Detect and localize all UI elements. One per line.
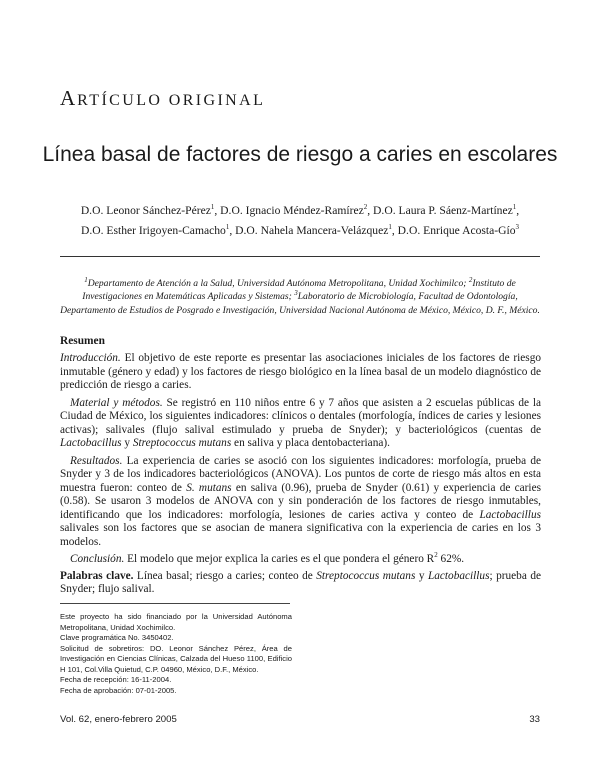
abstract-results-text: en saliva (0.96), prueba de Snyder (0.61) y experiencia de caries (0.58). Se usaron 3 modelos de ANOVA con y sin ponderación de los factores de riesgo inmutables, identificando que los indicadores: morfología, lesiones de caries activa y conteo de — [60, 481, 541, 521]
author-affiliation-mark: 1 — [210, 203, 215, 212]
affiliation-mark: 2 — [468, 275, 473, 284]
taxon-lactobacillus: Lactobacillus — [60, 437, 122, 449]
abstract-methods-text: y — [121, 437, 133, 449]
abstract-conclusion-end: 62%. — [437, 553, 465, 565]
keywords-text: Línea basal; riesgo a caries; conteo de — [133, 569, 317, 582]
footnote-received: Fecha de recepción: 16-11-2004. — [60, 675, 172, 684]
abstract-body — [60, 352, 541, 597]
footnote-divider — [60, 603, 290, 604]
abstract-conclusion-text: El modelo que mejor explica la caries es el que pondera el género R — [124, 553, 435, 565]
keywords-text: y — [415, 569, 428, 582]
author-separator: , — [214, 204, 221, 217]
abstract-methods-text: Se registró en 110 niños entre 6 y 7 años que asisten a 2 escuelas públicas de la Ciudad de México, los siguientes indicadores: clínicos o dentales (morfología, índices de caries y lesiones activas); salivales (flujo salival estimulado y prueba de Snyder); y bacteriológicos (cuentas de — [60, 396, 541, 436]
footnote-reprints: Solicitud de sobretiros: DO. Leonor Sánchez Pérez, Área de Investigación en Ciencias Clínicas, Calzada del Hueso 1100, Edificio H 101, Col.Villa Quietud, C.P. 04960, México, D.F., México. — [60, 643, 292, 674]
abstract-conclusion — [60, 553, 541, 567]
keywords-text: ; prueba de Snyder; flujo salival. — [60, 569, 541, 595]
abstract-intro-label: Introducción. — [60, 352, 121, 364]
abstract-methods — [60, 397, 541, 451]
page-number: 33 — [529, 714, 540, 725]
taxon-s-mutans: S. mutans — [186, 481, 232, 494]
footnote-accepted: Fecha de aprobación: 07-01-2005. — [60, 685, 177, 695]
abstract-heading: Resumen — [60, 335, 105, 347]
abstract-results-text: salivales son los factores que se asocian de manera significativa con la experiencia de caries en los 3 modelos. — [60, 522, 541, 548]
abstract-methods-text: en saliva y placa dentobacteriana). — [231, 437, 390, 449]
abstract-results-label: Resultados. — [70, 454, 123, 467]
author-line-1 — [40, 201, 560, 221]
author-name: D.O. Nahela Mancera-Velázquez — [235, 224, 389, 237]
keywords — [60, 570, 541, 597]
section-label — [60, 86, 265, 111]
author-name: D.O. Leonor Sánchez-Pérez — [80, 204, 211, 217]
author-separator: , — [516, 204, 520, 217]
section-label-initial: A — [60, 86, 78, 110]
affiliation-2: Instituto de Investigaciones en Matemáticas Aplicadas y Sistemas; — [82, 278, 516, 303]
author-name: D.O. Esther Irigoyen-Camacho — [80, 224, 226, 237]
author-list — [40, 201, 560, 241]
keywords-label: Palabras clave. — [60, 569, 134, 582]
author-affiliation-mark: 2 — [363, 203, 368, 212]
footnote-clave: Clave programática No. 3450402. — [60, 633, 174, 642]
section-label-rest: RTÍCULO ORIGINAL — [77, 92, 266, 109]
affiliations — [60, 277, 540, 317]
author-name: D.O. Enrique Acosta-Gío — [397, 224, 516, 237]
author-name: D.O. Ignacio Méndez-Ramírez — [220, 204, 364, 217]
abstract-introduction — [60, 352, 541, 393]
author-line-2 — [40, 221, 560, 241]
article-title: Línea basal de factores de riesgo a caries en escolares — [42, 143, 558, 166]
author-affiliation-mark: 1 — [388, 223, 392, 232]
abstract-results — [60, 455, 541, 550]
affiliation-3: Laboratorio de Microbiología, Facultad de Odontología, Departamento de Estudios de Posgrado e Investigación, Universidad Nacional Autónoma de México, México, D. F., México. — [60, 291, 540, 316]
author-affiliation-mark: 1 — [512, 203, 517, 212]
affiliation-1: Departamento de Atención a la Salud, Universidad Autónoma Metropolitana, Unidad Xochimilco; — [87, 278, 469, 289]
author-separator: , — [229, 224, 236, 237]
abstract-methods-label: Material y métodos. — [70, 396, 163, 409]
affiliation-mark: 3 — [294, 289, 298, 298]
author-affiliation-mark: 1 — [225, 223, 230, 232]
footnote — [60, 612, 292, 696]
abstract-intro-text: El objetivo de este reporte es presentar las asociaciones iniciales de los factores de riesgo inmutable (género y edad) y los factores de riesgo biológico en la línea basal de un modelo diagnóstico de predicción de riesgo a caries. — [60, 352, 541, 391]
r-squared-mark: 2 — [434, 551, 438, 560]
taxon-streptococcus: Streptococcus mutans — [132, 437, 232, 449]
abstract-results-text: La experiencia de caries se asoció con los siguientes indicadores: morfología, prueba de Snyder y 3 de los indicadores bacteriológicos (ANOVA). Los puntos de corte de riesgo más altos en esta muestra fueron: conteo de — [60, 454, 541, 494]
author-name: D.O. Laura P. Sáenz-Martínez — [373, 204, 513, 217]
affiliation-mark: 1 — [84, 275, 88, 284]
footnote-funding: Este proyecto ha sido financiado por la Universidad Autónoma Metropolitana, Unidad Xochimilco. — [60, 612, 292, 632]
author-affiliation-mark: 3 — [515, 223, 520, 232]
author-separator: , — [391, 224, 398, 237]
author-separator: , — [367, 204, 374, 217]
journal-volume: Vol. 62, enero-febrero 2005 — [60, 714, 177, 725]
abstract-conclusion-label: Conclusión. — [70, 553, 125, 565]
header-divider — [60, 256, 540, 257]
taxon-lactobacillus: Lactobacillus — [479, 508, 541, 521]
taxon-lactobacillus: Lactobacillus — [427, 569, 490, 582]
taxon-streptococcus: Streptococcus mutans — [316, 569, 416, 582]
